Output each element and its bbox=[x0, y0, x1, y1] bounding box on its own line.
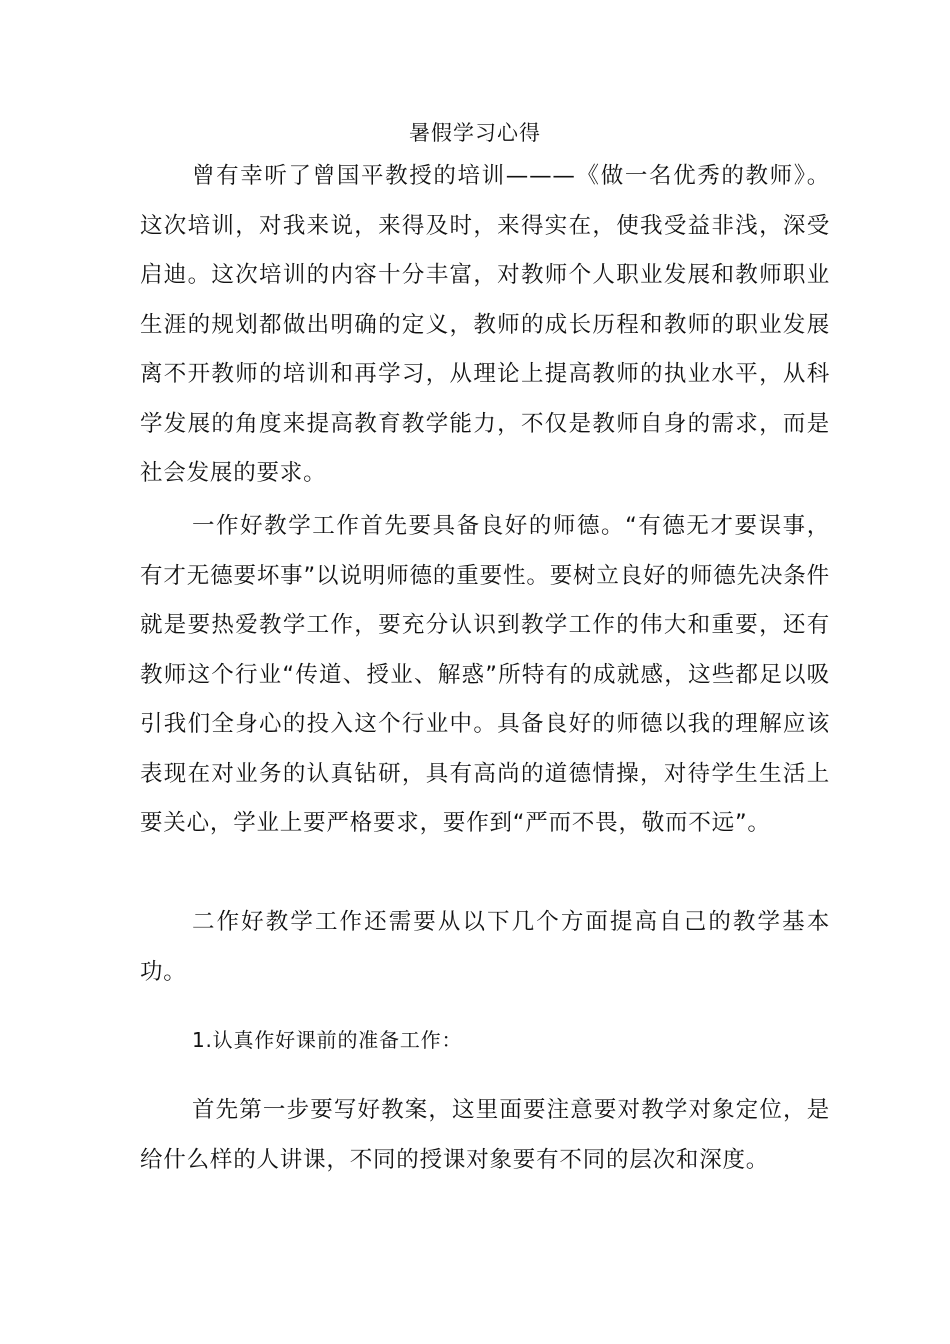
paragraph-lesson-plan: 首先第一步要写好教案，这里面要注意要对教学对象定位，是给什么样的人讲课，不同的授课对象要有不同的层次和深度。 bbox=[140, 1097, 830, 1173]
paragraph-ethics: 一作好教学工作首先要具备良好的师德。“有德无才要误事，有才无德要坏事”以说明师德的重要性。要树立良好的师德先决条件就是要热爱教学工作，要充分认识到教学工作的伟大和重要，还有教师这个行业“传道、授业、解惑”所特有的成就感，这些都足以吸引我们全身心的投入这个行业中。具备良好的师德以我的理解应该表现在对业务的认真钻研，具有高尚的道德情操，对待学生生活上要关心，学业上要严格要求，要作到“严而不畏，敬而不远”。 bbox=[140, 513, 830, 836]
document-title: 暑假学习心得 bbox=[409, 121, 541, 145]
paragraph-intro: 曾有幸听了曾国平教授的培训———《做一名优秀的教师》。这次培训，对我来说，来得及时，来得实在，使我受益非浅，深受启迪。这次培训的内容十分丰富，对教师个人职业发展和教师职业生涯的规划都做出明确的定义，教师的成长历程和教师的职业发展离不开教师的培训和再学习，从理论上提高教师的执业水平，从科学发展的角度来提高教育教学能力，不仅是教师自身的需求，而是社会发展的要求。 bbox=[140, 163, 830, 486]
paragraph-heading-preparation: 1.认真作好课前的准备工作： bbox=[192, 1028, 463, 1052]
paragraph-skills: 二作好教学工作还需要从以下几个方面提高自己的教学基本功。 bbox=[140, 909, 830, 985]
